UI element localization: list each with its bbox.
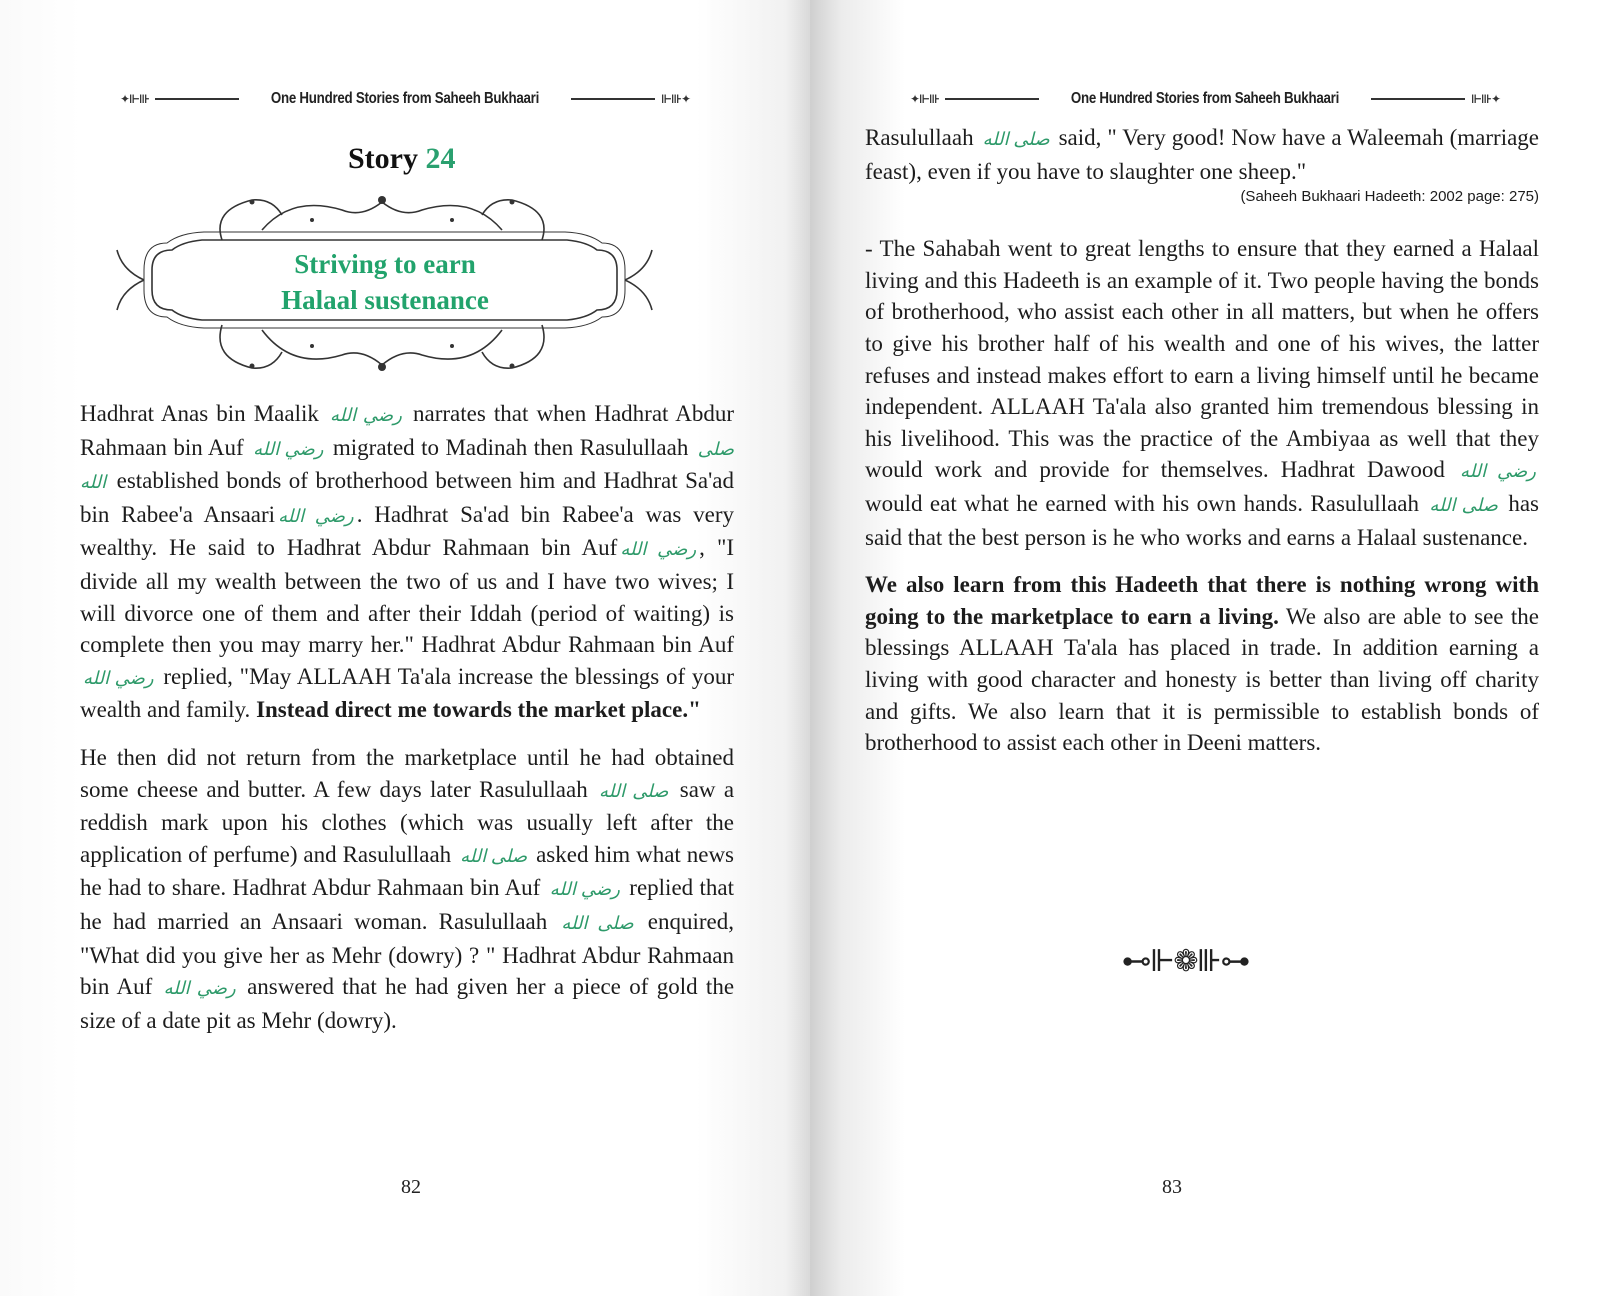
text-segment: said, " Very good! Now have a Waleemah (marriage feast), even if you have to slaughter one sheep." <box>865 125 1539 184</box>
left-body-text <box>80 398 734 1036</box>
running-header-right <box>910 88 1500 110</box>
header-title-left: One Hundred Stories from Saheeh Bukhaari <box>270 90 540 107</box>
text-segment: saw a reddish mark upon his clothes (which was usually left after the application of perfume) and Rasulullaah <box>80 776 735 867</box>
bold-text: We also learn from this Hadeeth that there is nothing wrong with going to the marketplace to earn a living. <box>865 572 1539 629</box>
header-rule <box>155 98 239 100</box>
hadeeth-reference: (Saheeh Bukhaari Hadeeth: 2002 page: 275) <box>1240 188 1539 206</box>
paragraph <box>865 233 1539 553</box>
chapter-title-line-2: Halaal sustenance <box>281 285 489 315</box>
header-ornament-left: ✦⊩⊪ <box>120 92 149 106</box>
honorific-saw-icon: صلى الله <box>1429 494 1498 515</box>
page-number-right: 83 <box>1162 1176 1182 1198</box>
running-header-left <box>120 88 690 110</box>
text-segment: replied that he had married an Ansaari woman. Rasulullaah <box>80 875 735 934</box>
honorific-saw-icon: صلى الله <box>460 845 528 866</box>
honorific-saw-icon: صلى الله <box>982 129 1050 149</box>
bold-text: " <box>688 697 701 723</box>
paragraph <box>80 398 734 726</box>
text-segment: replied, "May ALLAAH Ta'ala increase the blessings of your wealth and family. <box>80 663 735 723</box>
end-ornament-icon: ⊷⊩❁⊪⊶ <box>1121 945 1249 978</box>
right-body-text <box>865 122 1539 759</box>
text-segment: has said that the best person is he who works and earns a Halaal sustenance. <box>865 490 1539 550</box>
header-rule <box>1371 98 1465 100</box>
header-ornament-right: ⊩⊪✦ <box>1471 92 1501 106</box>
honorific-ra-icon: رضي الله <box>83 667 154 688</box>
text-segment: enquired, "What did you give her as Mehr (dowry) ? " Hadhrat Abdur Rahmaan bin Auf <box>80 908 735 1000</box>
bold-text: Instead direct me towards the market place. <box>256 697 689 723</box>
honorific-saw-icon: صلى الله <box>599 780 669 801</box>
header-title-right: One Hundred Stories from Saheeh Bukhaari <box>1070 90 1340 107</box>
text-segment: answered that he had given her a piece of gold the size of a date pit as Mehr (dowry). <box>80 974 735 1033</box>
honorific-ra-icon: رضي الله <box>620 539 697 560</box>
honorific-ra-icon: رضي الله <box>329 405 402 425</box>
text-segment: , "I divide all my wealth between the two of us and I have two wives; I will divorce one of them and after their Iddah (period of waiting) is complete then you may marry her." Hadhrat Abdur Rahmaan bin Auf <box>80 535 734 658</box>
text-segment: migrated to Madinah then Rasulullaah <box>332 434 689 460</box>
story-label: Story <box>348 142 418 175</box>
paragraph <box>80 742 734 1036</box>
honorific-as-icon: رضي الله <box>1460 461 1536 482</box>
header-ornament-right: ⊩⊪✦ <box>661 92 691 106</box>
text-segment: narrates that when Hadhrat Abdur Rahmaan bin Auf <box>80 401 735 460</box>
text-segment: - The Sahabah went to great lengths to ensure that they earned a Halaal living and this Hadeeth is an example of it. Two people having the bonds of brotherhood, who assist each other in all matters, but when he offers to give his brother half of his wealth and one of his wives, the latter refuses and instead makes effort to earn a living himself until he became independent. ALLAAH Ta'ala also granted him tremendous blessing in his livelihood. This was the practice of the Ambiyaa as well that they would work and provide for themselves. Hadhrat Dawood <box>865 236 1539 483</box>
honorific-ra-icon: رضي الله <box>549 879 620 900</box>
story-number: 24 <box>425 142 456 175</box>
honorific-saw-icon: صلى الله <box>80 438 735 493</box>
honorific-saw-icon: صلى الله <box>561 912 634 933</box>
text-segment: We also are able to see the blessings ALLAAH Ta'ala has placed in trade. In addition earning a living with good character and honesty is better than living off charity and gifts. We also learn that it is permissible to establish bonds of brotherhood to assist each other in Deeni matters. <box>865 603 1539 756</box>
text-segment: established bonds of brotherhood between him and Hadhrat Sa'ad bin Rabee'a Ansaari <box>80 468 734 527</box>
chapter-title <box>160 246 610 318</box>
right-page <box>810 0 1600 1296</box>
paragraph <box>865 122 1539 187</box>
honorific-ra-icon: رضي الله <box>253 438 324 459</box>
text-segment: . Hadhrat Sa'ad bin Rabee'a was very wealthy. He said to Hadhrat Abdur Rahmaan bin Auf <box>80 501 734 561</box>
story-heading <box>348 142 456 176</box>
header-ornament-left: ✦⊩⊪ <box>910 92 939 106</box>
header-rule <box>945 98 1039 100</box>
chapter-title-line-1: Striving to earn <box>294 249 476 279</box>
text-segment: Hadhrat Anas bin Maalik <box>80 401 319 426</box>
text-segment: would eat what he earned with his own hands. Rasulullaah <box>865 490 1420 516</box>
honorific-ra-icon: رضي الله <box>163 978 236 999</box>
page-number-left: 82 <box>401 1176 421 1198</box>
honorific-ra-icon: رضي الله <box>278 505 354 526</box>
text-segment: Rasulullaah <box>865 125 974 150</box>
paragraph <box>865 569 1539 759</box>
header-rule <box>571 98 655 100</box>
text-segment: asked him what news he had to share. Hadhrat Abdur Rahmaan bin Auf <box>80 841 735 901</box>
text-segment: He then did not return from the marketplace until he had obtained some cheese and butter. A few days later Rasulullaah <box>80 744 734 802</box>
